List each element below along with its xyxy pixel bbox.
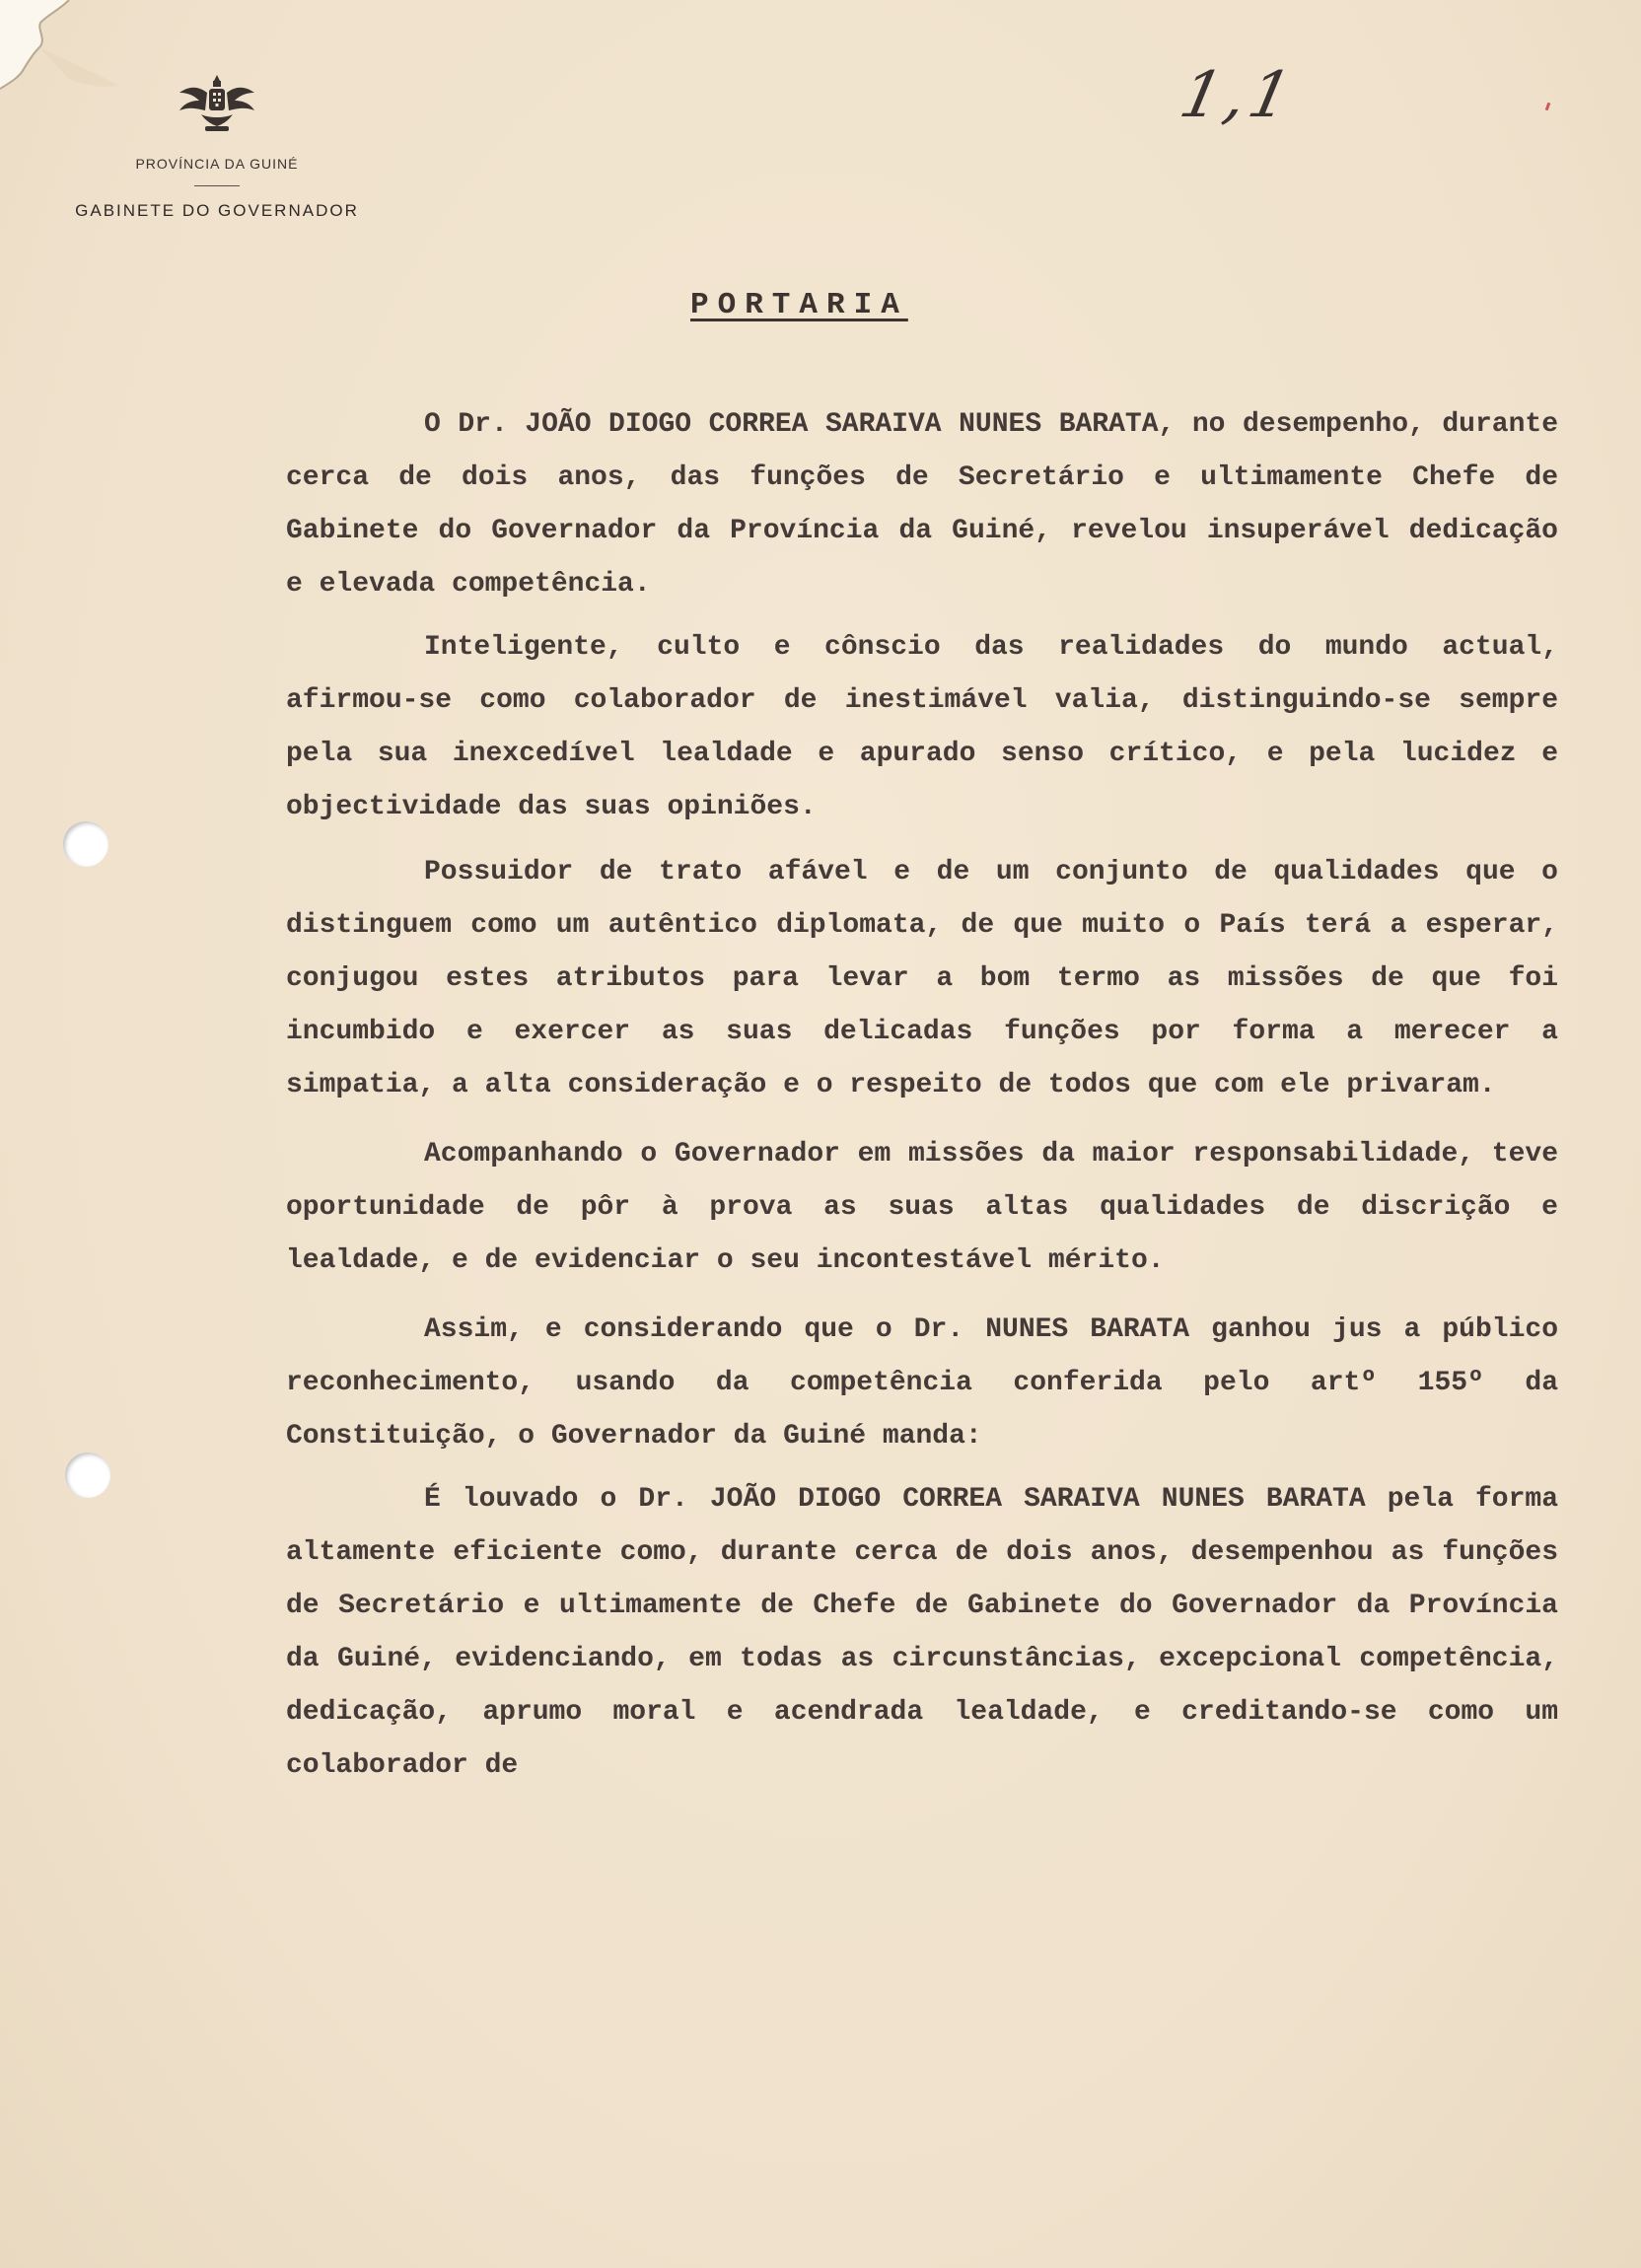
document-title: PORTARIA [690, 288, 908, 322]
torn-corner [0, 0, 138, 108]
paragraph-3: Possuidor de trato afável e de um conjunto de qualidades que o distinguem como um autêntico diplomata, de que muito o País terá a esperar, conjugou estes atributos para levar a bom termo as missões de que foi incumbido e exercer as suas delicadas funções por forma a merecer a simpatia, a alta consideração e o respeito de todos que com ele privaram. [286, 857, 1558, 1100]
red-ink-mark [1545, 103, 1551, 111]
paragraph-6: É louvado o Dr. JOÃO DIOGO CORREA SARAIVA NUNES BARATA pela forma altamente eficiente como, durante cerca de dois anos, desempenhou as funções de Secretário e ultimamente de Chefe de Gabinete do Governador da Província da Guiné, evidenciando, em todas as circunstâncias, excepcional competência, dedicação, aprumo moral e acendrada lealdade, e creditando-se como um colaborador de [286, 1484, 1558, 1781]
punch-hole [63, 821, 108, 867]
letterhead-divider [194, 185, 240, 186]
paragraph-5: Assim, e considerando que o Dr. NUNES BARATA ganhou jus a público reconhecimento, usando da competência conferida pelo artº 155º da Constituição, o Governador da Guiné manda: [286, 1314, 1558, 1452]
punch-hole [65, 1453, 110, 1498]
paragraph-2: Inteligente, culto e cônscio das realidades do mundo actual, afirmou-se como colaborador de inestimável valia, distinguindo-se sempre pela sua inexcedível lealdade e apurado senso crítico, e pela lucidez e objectividade das suas opiniões. [286, 632, 1558, 822]
paragraph-1: O Dr. JOÃO DIOGO CORREA SARAIVA NUNES BARATA, no desempenho, durante cerca de dois anos, das funções de Secretário e ultimamente Chefe de Gabinete do Governador da Província da Guiné, revelou insuperável dedicação e elevada competência. [286, 409, 1558, 600]
page-number: 1,1 [1174, 59, 1302, 132]
coat-of-arms-icon [176, 71, 258, 136]
office-heading: GABINETE DO GOVERNADOR [75, 201, 359, 220]
document-body [286, 398, 1558, 1807]
paragraph-4: Acompanhando o Governador em missões da maior responsabilidade, teve oportunidade de pôr à prova as suas altas qualidades de discrição e lealdade, e de evidenciar o seu incontestável mérito. [286, 1139, 1558, 1276]
province-heading: PROVÍNCIA DA GUINÉ [135, 156, 299, 172]
